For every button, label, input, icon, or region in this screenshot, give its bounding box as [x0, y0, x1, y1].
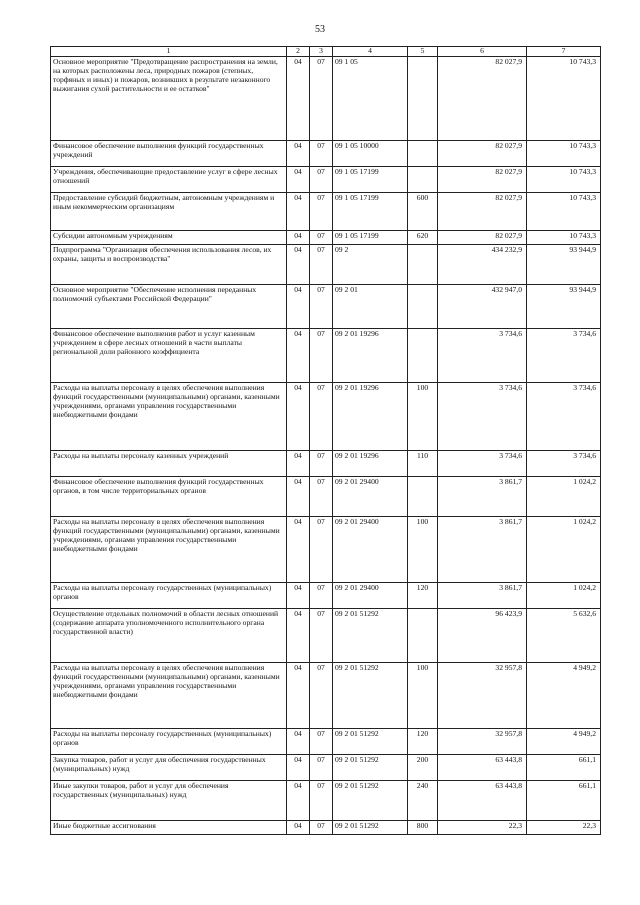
- table-row: [51, 57, 601, 141]
- row-rz: 04: [287, 329, 310, 383]
- row-csr: 09 1 05 17199: [333, 167, 408, 193]
- row-vr: 100: [408, 383, 438, 451]
- row-name: Иные бюджетные ассигнования: [51, 821, 287, 835]
- row-name: Расходы на выплаты персоналу государственных (муниципальных) органов: [51, 729, 287, 755]
- table-row: [51, 583, 601, 609]
- row-sum2: 661,1: [527, 755, 601, 781]
- budget-table: [50, 46, 601, 835]
- row-rz: 04: [287, 729, 310, 755]
- row-csr: 09 2 01: [333, 285, 408, 329]
- row-name: Финансовое обеспечение выполнения работ и услуг казенным учреждением в сфере лесных отношений в части выплаты региональной доли районного коэффициента: [51, 329, 287, 383]
- row-name: Расходы на выплаты персоналу государственных (муниципальных) органов: [51, 583, 287, 609]
- row-vr: 100: [408, 517, 438, 583]
- row-name: Субсидии автономным учреждениям: [51, 231, 287, 245]
- row-csr: 09 2 01 51292: [333, 821, 408, 835]
- row-csr: 09 2 01 51292: [333, 609, 408, 663]
- row-name: Иные закупки товаров, работ и услуг для обеспечения государственных (муниципальных) нужд: [51, 781, 287, 821]
- row-sum2: 4 949,2: [527, 729, 601, 755]
- row-vr: 120: [408, 583, 438, 609]
- row-csr: 09 1 05: [333, 57, 408, 141]
- row-csr: 09 1 05 17199: [333, 193, 408, 231]
- row-csr: 09 2 01 29400: [333, 517, 408, 583]
- row-csr: 09 1 05 17199: [333, 231, 408, 245]
- row-sum2: 93 944,9: [527, 285, 601, 329]
- row-vr: [408, 329, 438, 383]
- row-csr: 09 2 01 19296: [333, 329, 408, 383]
- row-sum1: 3 861,7: [438, 583, 527, 609]
- row-name: Основное мероприятие "Обеспечение исполнения переданных полномочий субъектами Российской Федерации": [51, 285, 287, 329]
- row-sum2: 22,3: [527, 821, 601, 835]
- row-vr: [408, 245, 438, 285]
- header-cell: 1: [51, 47, 287, 57]
- row-pr: 07: [310, 167, 333, 193]
- row-vr: 620: [408, 231, 438, 245]
- row-sum1: 3 861,7: [438, 477, 527, 517]
- row-pr: 07: [310, 383, 333, 451]
- row-sum2: 10 743,3: [527, 231, 601, 245]
- row-csr: 09 2 01 29400: [333, 583, 408, 609]
- row-rz: 04: [287, 781, 310, 821]
- row-sum1: 82 027,9: [438, 57, 527, 141]
- row-pr: 07: [310, 663, 333, 729]
- row-pr: 07: [310, 193, 333, 231]
- row-sum2: 93 944,9: [527, 245, 601, 285]
- header-cell: 3: [310, 47, 333, 57]
- row-vr: 240: [408, 781, 438, 821]
- row-pr: 07: [310, 57, 333, 141]
- row-rz: 04: [287, 583, 310, 609]
- table-row: [51, 821, 601, 835]
- table-row: [51, 517, 601, 583]
- row-sum1: 63 443,8: [438, 755, 527, 781]
- row-rz: 04: [287, 821, 310, 835]
- table-row: [51, 193, 601, 231]
- row-name: Финансовое обеспечение выполнения функций государственных учреждений: [51, 141, 287, 167]
- row-sum1: 3 734,6: [438, 451, 527, 477]
- row-sum1: 82 027,9: [438, 231, 527, 245]
- header-cell: 6: [438, 47, 527, 57]
- row-rz: 04: [287, 663, 310, 729]
- row-vr: 200: [408, 755, 438, 781]
- row-sum2: 10 743,3: [527, 167, 601, 193]
- row-rz: 04: [287, 609, 310, 663]
- row-csr: 09 2: [333, 245, 408, 285]
- row-name: Предоставление субсидий бюджетным, автономным учреждениям и иным некоммерческим организациям: [51, 193, 287, 231]
- row-pr: 07: [310, 821, 333, 835]
- header-cell: 2: [287, 47, 310, 57]
- table-row: [51, 285, 601, 329]
- row-vr: 120: [408, 729, 438, 755]
- row-rz: 04: [287, 477, 310, 517]
- row-csr: 09 2 01 19296: [333, 451, 408, 477]
- row-name: Расходы на выплаты персоналу в целях обеспечения выполнения функций государственными (муниципальными) органами, казенными учреждениями, органами управления государственными внебюджетными фондами: [51, 517, 287, 583]
- table-row: [51, 755, 601, 781]
- row-vr: [408, 57, 438, 141]
- row-csr: 09 2 01 51292: [333, 781, 408, 821]
- row-sum1: 32 957,8: [438, 663, 527, 729]
- table-row: [51, 477, 601, 517]
- row-vr: [408, 477, 438, 517]
- row-sum1: 434 232,9: [438, 245, 527, 285]
- row-pr: 07: [310, 141, 333, 167]
- table-row: [51, 167, 601, 193]
- row-sum2: 4 949,2: [527, 663, 601, 729]
- table-row: [51, 781, 601, 821]
- row-sum2: 3 734,6: [527, 451, 601, 477]
- table-row: [51, 609, 601, 663]
- row-vr: [408, 285, 438, 329]
- table-row: [51, 451, 601, 477]
- row-sum2: 3 734,6: [527, 329, 601, 383]
- row-csr: 09 2 01 51292: [333, 755, 408, 781]
- row-sum2: 10 743,3: [527, 57, 601, 141]
- row-pr: 07: [310, 231, 333, 245]
- row-name: Финансовое обеспечение выполнения функций государственных органов, в том числе территориальных органов: [51, 477, 287, 517]
- row-sum2: 661,1: [527, 781, 601, 821]
- row-csr: 09 1 05 10000: [333, 141, 408, 167]
- row-rz: 04: [287, 57, 310, 141]
- row-sum1: 432 947,0: [438, 285, 527, 329]
- row-pr: 07: [310, 451, 333, 477]
- row-pr: 07: [310, 245, 333, 285]
- row-name: Учреждения, обеспечивающие предоставление услуг в сфере лесных отношений: [51, 167, 287, 193]
- row-rz: 04: [287, 285, 310, 329]
- header-cell: 7: [527, 47, 601, 57]
- row-sum1: 82 027,9: [438, 141, 527, 167]
- header-row: [51, 47, 601, 57]
- row-name: Закупка товаров, работ и услуг для обеспечения государственных (муниципальных) нужд: [51, 755, 287, 781]
- row-sum1: 82 027,9: [438, 193, 527, 231]
- row-rz: 04: [287, 451, 310, 477]
- table-row: [51, 383, 601, 451]
- row-sum1: 32 957,8: [438, 729, 527, 755]
- row-sum2: 10 743,3: [527, 141, 601, 167]
- row-pr: 07: [310, 781, 333, 821]
- page-number: 53: [315, 24, 325, 35]
- row-rz: 04: [287, 755, 310, 781]
- row-sum2: 1 024,2: [527, 477, 601, 517]
- row-sum1: 22,3: [438, 821, 527, 835]
- row-sum1: 96 423,9: [438, 609, 527, 663]
- row-pr: 07: [310, 329, 333, 383]
- row-sum1: 63 443,8: [438, 781, 527, 821]
- table-row: [51, 231, 601, 245]
- row-vr: 110: [408, 451, 438, 477]
- row-pr: 07: [310, 729, 333, 755]
- row-sum2: 5 632,6: [527, 609, 601, 663]
- row-pr: 07: [310, 583, 333, 609]
- table-row: [51, 329, 601, 383]
- row-sum2: 10 743,3: [527, 193, 601, 231]
- row-sum1: 3 861,7: [438, 517, 527, 583]
- row-name: Основное мероприятие "Предотвращение распространения на земли, на которых расположены леса, природных пожаров (степных, торфяных и иных) и пожаров, возникших в результате незаконного выжигания сухой растительности и ее остатков": [51, 57, 287, 141]
- row-pr: 07: [310, 755, 333, 781]
- row-pr: 07: [310, 517, 333, 583]
- row-pr: 07: [310, 609, 333, 663]
- row-rz: 04: [287, 383, 310, 451]
- row-sum1: 82 027,9: [438, 167, 527, 193]
- row-name: Подпрограмма "Организация обеспечения использования лесов, их охраны, защиты и воспроизводства": [51, 245, 287, 285]
- row-sum2: 1 024,2: [527, 517, 601, 583]
- row-rz: 04: [287, 231, 310, 245]
- table-row: [51, 245, 601, 285]
- row-name: Расходы на выплаты персоналу в целях обеспечения выполнения функций государственными (муниципальными) органами, казенными учреждениями, органами управления государственными внебюджетными фондами: [51, 663, 287, 729]
- row-vr: [408, 167, 438, 193]
- row-rz: 04: [287, 245, 310, 285]
- table-row: [51, 729, 601, 755]
- table-row: [51, 663, 601, 729]
- row-name: Расходы на выплаты персоналу казенных учреждений: [51, 451, 287, 477]
- row-vr: 600: [408, 193, 438, 231]
- row-rz: 04: [287, 141, 310, 167]
- row-rz: 04: [287, 167, 310, 193]
- row-vr: [408, 141, 438, 167]
- row-csr: 09 2 01 51292: [333, 663, 408, 729]
- row-pr: 07: [310, 477, 333, 517]
- row-vr: 800: [408, 821, 438, 835]
- row-sum1: 3 734,6: [438, 329, 527, 383]
- row-sum1: 3 734,6: [438, 383, 527, 451]
- table-row: [51, 141, 601, 167]
- row-vr: 100: [408, 663, 438, 729]
- row-csr: 09 2 01 19296: [333, 383, 408, 451]
- row-name: Расходы на выплаты персоналу в целях обеспечения выполнения функций государственными (муниципальными) органами, казенными учреждениями, органами управления государственными внебюджетными фондами: [51, 383, 287, 451]
- row-vr: [408, 609, 438, 663]
- header-cell: 5: [408, 47, 438, 57]
- row-name: Осуществление отдельных полномочий в области лесных отношений (содержание аппарата уполномоченного исполнительного органа государственной власти): [51, 609, 287, 663]
- row-rz: 04: [287, 517, 310, 583]
- row-sum2: 3 734,6: [527, 383, 601, 451]
- row-pr: 07: [310, 285, 333, 329]
- row-csr: 09 2 01 51292: [333, 729, 408, 755]
- row-csr: 09 2 01 29400: [333, 477, 408, 517]
- header-cell: 4: [333, 47, 408, 57]
- row-rz: 04: [287, 193, 310, 231]
- row-sum2: 1 024,2: [527, 583, 601, 609]
